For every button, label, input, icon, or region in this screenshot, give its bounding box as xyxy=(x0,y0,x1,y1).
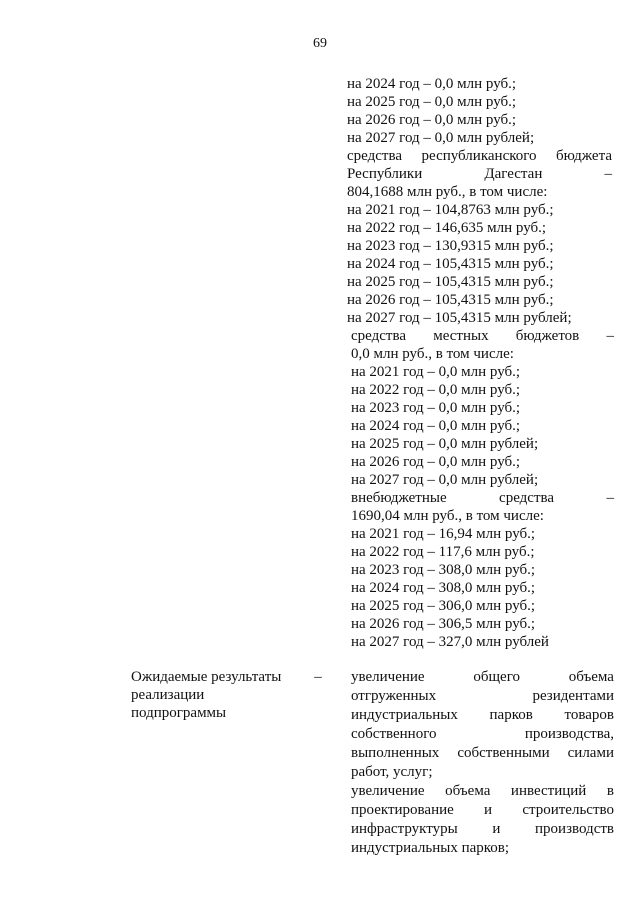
expected-results-dash: – xyxy=(314,669,322,685)
result-line: работ, услуг; xyxy=(351,764,433,780)
republic-budget-year: на 2022 год – 146,635 млн руб.; xyxy=(347,220,547,236)
extrabudget-year: на 2023 год – 308,0 млн руб.; xyxy=(351,562,536,578)
result-line: индустриальных парков товаров xyxy=(351,707,614,723)
republic-budget-year: на 2025 год – 105,4315 млн руб.; xyxy=(347,274,554,290)
republic-budget-heading-2: Республики Дагестан – xyxy=(347,166,612,182)
extrabudget-year: на 2027 год – 327,0 млн рублей xyxy=(351,634,549,650)
republic-budget-heading: средства республиканского бюджета xyxy=(347,148,612,164)
expected-results-label-line: реализации подпрограммы xyxy=(131,687,227,721)
local-budget-year: на 2026 год – 0,0 млн руб.; xyxy=(351,454,521,470)
expected-results-label xyxy=(131,668,301,722)
local-budget-heading: средства местных бюджетов – xyxy=(351,328,614,344)
expected-results-label-line: Ожидаемые результаты xyxy=(131,669,282,685)
extrabudget-year: на 2022 год – 117,6 млн руб.; xyxy=(351,544,535,560)
extrabudget-total: 1690,04 млн руб., в том числе: xyxy=(351,508,544,524)
local-budget-year: на 2022 год – 0,0 млн руб.; xyxy=(351,382,521,398)
republic-budget-year: на 2023 год – 130,9315 млн руб.; xyxy=(347,238,554,254)
result-line: проектирование и строительство xyxy=(351,802,614,818)
result-line: инфраструктуры и производств xyxy=(351,821,614,837)
result-line: отгруженных резидентами xyxy=(351,688,614,704)
result-line: увеличение общего объема xyxy=(351,669,614,685)
republic-budget-total: 804,1688 млн руб., в том числе: xyxy=(347,184,548,200)
local-budget-year: на 2027 год – 0,0 млн рублей; xyxy=(351,472,539,488)
page-number: 69 xyxy=(313,36,327,51)
result-line: увеличение объема инвестиций в xyxy=(351,783,614,799)
extrabudget-year: на 2025 год – 306,0 млн руб.; xyxy=(351,598,536,614)
result-line: выполненных собственными силами xyxy=(351,745,614,761)
local-budget-year: на 2025 год – 0,0 млн рублей; xyxy=(351,436,539,452)
republic-budget-year: на 2026 год – 105,4315 млн руб.; xyxy=(347,292,554,308)
extrabudget-heading: внебюджетные средства – xyxy=(351,490,614,506)
funding-line: на 2025 год – 0,0 млн руб.; xyxy=(347,94,517,110)
local-budget-year: на 2024 год – 0,0 млн руб.; xyxy=(351,418,521,434)
local-budget-year: на 2021 год – 0,0 млн руб.; xyxy=(351,364,521,380)
local-budget-total: 0,0 млн руб., в том числе: xyxy=(351,346,514,362)
extrabudget-year: на 2026 год – 306,5 млн руб.; xyxy=(351,616,536,632)
funding-line: на 2024 год – 0,0 млн руб.; xyxy=(347,76,517,92)
republic-budget-year: на 2021 год – 104,8763 млн руб.; xyxy=(347,202,554,218)
local-budget-year: на 2023 год – 0,0 млн руб.; xyxy=(351,400,521,416)
funding-line: на 2027 год – 0,0 млн рублей; xyxy=(347,130,535,146)
result-line: собственного производства, xyxy=(351,726,614,742)
extrabudget-year: на 2024 год – 308,0 млн руб.; xyxy=(351,580,536,596)
republic-budget-year: на 2024 год – 105,4315 млн руб.; xyxy=(347,256,554,272)
result-line: индустриальных парков; xyxy=(351,840,510,856)
extrabudget-year: на 2021 год – 16,94 млн руб.; xyxy=(351,526,536,542)
funding-line: на 2026 год – 0,0 млн руб.; xyxy=(347,112,517,128)
republic-budget-year: на 2027 год – 105,4315 млн рублей; xyxy=(347,310,572,326)
